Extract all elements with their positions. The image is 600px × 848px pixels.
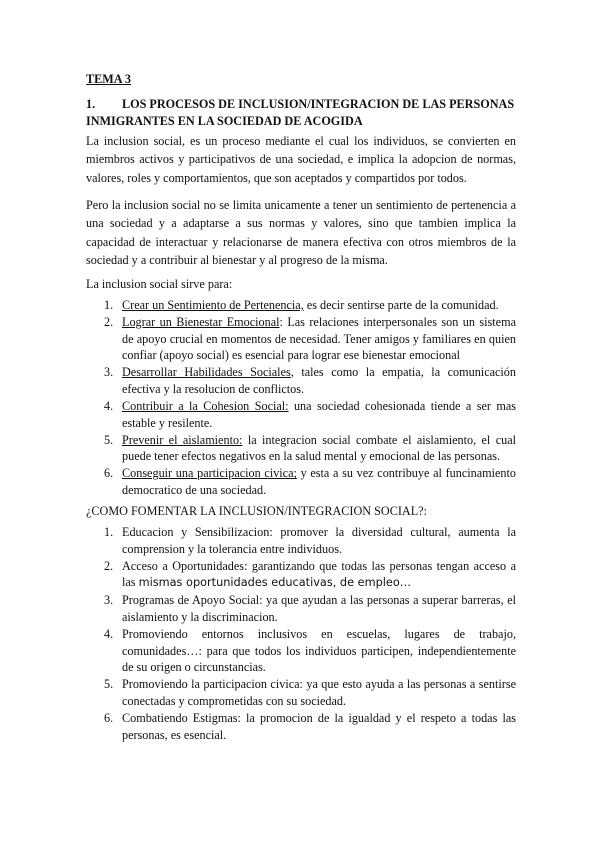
item-text: Combatiendo Estigmas: la promocion de la igualdad y el respeto a todas las personas, es esencial. — [122, 711, 516, 742]
item-title: Prevenir el aislamiento: — [122, 432, 243, 447]
item-title: Lograr un Bienestar Emocional — [122, 315, 280, 330]
list-item: 1. Crear un Sentimiento de Pertenencia, es decir sentirse parte de la comunidad. — [104, 298, 499, 312]
item-text: y esta a su vez contribuye al funcinamiento democratico de una sociedad. — [122, 466, 516, 498]
list-item: 4. Contribuir a la Cohesion Social: una sociedad cohesionada tiende a ser mas estable y resilente. — [104, 399, 516, 430]
item-text-tail: mismas oportunidades educativas, de empleo… — [138, 576, 412, 590]
item-text: es decir sentirse parte de la comunidad. — [303, 298, 499, 312]
item-text: : Las relaciones interpersonales son un sistema de apoyo crucial en momentos de necesidad. Tener amigos y familiares en quien confiar (apoyo social) es esencial para lograr ese bienestar emocional — [122, 315, 516, 363]
item-text: Promoviendo la participacion civica: ya que esto ayuda a las personas a sentirse conectadas y comprometidas con su sociedad. — [122, 677, 516, 708]
item-text: Educacion y Sensibilizacion: promover la diversidad cultural, aumenta la comprension y la tolerancia entre individuos. — [122, 525, 516, 556]
list-item: 1. Educacion y Sensibilizacion: promover la diversidad cultural, aumenta la comprension y la tolerancia entre individuos. — [104, 525, 516, 556]
item-text: la integracion social combate el aislamiento, el cual puede tener efectos negativos en la salud mental y emocional de las personas. — [122, 432, 516, 464]
foster-list — [86, 524, 516, 744]
list-item: 3. Desarrollar Habilidades Sociales, tales como la empatia, la comunicación efectiva y la resolucion de conflictos. — [104, 365, 516, 396]
foster-heading: ¿COMO FOMENTAR LA INCLUSION/INTEGRACION SOCIAL?: — [86, 504, 427, 518]
section-number: 1. — [86, 97, 96, 111]
list-item: 2. Lograr un Bienestar Emocional: Las relaciones interpersonales son un sistema de apoyo crucial en momentos de necesidad. Tener amigos y familiares en quien confiar (apoyo social) es esencial para lograr ese bienestar emocional — [104, 315, 516, 363]
serves-intro: La inclusion social sirve para: — [86, 277, 233, 291]
item-title: Desarrollar Habilidades Sociales — [122, 365, 291, 380]
item-title: Crear un Sentimiento de Pertenencia, — [122, 298, 304, 312]
item-title: Contribuir a la Cohesion Social: — [122, 399, 289, 414]
list-item: 6. Conseguir una participacion civica; y esta a su vez contribuye al funcinamiento democratico de una sociedad. — [104, 466, 516, 498]
list-item: 5. Promoviendo la participacion civica: ya que esto ayuda a las personas a sentirse conectadas y comprometidas con su sociedad. — [104, 677, 516, 708]
list-item: 4. Promoviendo entornos inclusivos en escuelas, lugares de trabajo, comunidades…: para que todos los individuos participen, independientemente de su origen o circunstancias. — [104, 627, 516, 675]
list-item: 2. Acceso a Oportunidades: garantizando que todas las personas tengan acceso a las mismas oportunidades educativas, de empleo… — [104, 558, 516, 590]
item-title: Conseguir una participacion civica; — [122, 466, 297, 481]
list-item: 3. Programas de Apoyo Social: ya que ayudan a las personas a superar barreras, el aislamiento y la discriminacion. — [104, 593, 516, 624]
serves-list — [86, 297, 516, 499]
topic-label: TEMA 3 — [86, 72, 132, 86]
list-item: 6. Combatiendo Estigmas: la promocion de la igualdad y el respeto a todas las personas, es esencial. — [104, 711, 516, 742]
item-text: Programas de Apoyo Social: ya que ayudan a las personas a superar barreras, el aislamiento y la discriminacion. — [122, 593, 516, 624]
item-text: , tales como la empatia, la comunicación efectiva y la resolucion de conflictos. — [122, 365, 516, 396]
section-title: LOS PROCESOS DE INCLUSION/INTEGRACION DE LAS PERSONAS INMIGRANTES EN LA SOCIEDAD DE ACOGIDA — [86, 97, 515, 128]
paragraph-definition: La inclusion social, es un proceso mediante el cual los individuos, se convierten en miembros activos y participativos de una sociedad, e implica la adopcion de normas, valores, roles y comportamientos, que son aceptados y compartidos por todos. — [86, 134, 516, 185]
item-text: Acceso a Oportunidades: garantizando que todas las personas tengan acceso a las — [122, 558, 516, 590]
item-text: una sociedad cohesionada tiende a ser mas estable y resilente. — [122, 399, 516, 430]
list-item: 5. Prevenir el aislamiento: la integracion social combate el aislamiento, el cual puede tener efectos negativos en la salud mental y emocional de las personas. — [104, 432, 516, 464]
paragraph-scope: Pero la inclusion social no se limita unicamente a tener un sentimiento de pertenencia a una sociedad y a adaptarse a sus normas y valores, sino que tambien implica la capacidad de interactuar y relacionarse de manera efectiva con otros miembros de la sociedad y a contribuir al bienestar y al progreso de la misma. — [86, 198, 516, 267]
item-text: Promoviendo entornos inclusivos en escuelas, lugares de trabajo, comunidades…: para que todos los individuos participen, independientemente de su origen o circunstancias. — [122, 627, 516, 675]
section-heading — [86, 96, 526, 130]
